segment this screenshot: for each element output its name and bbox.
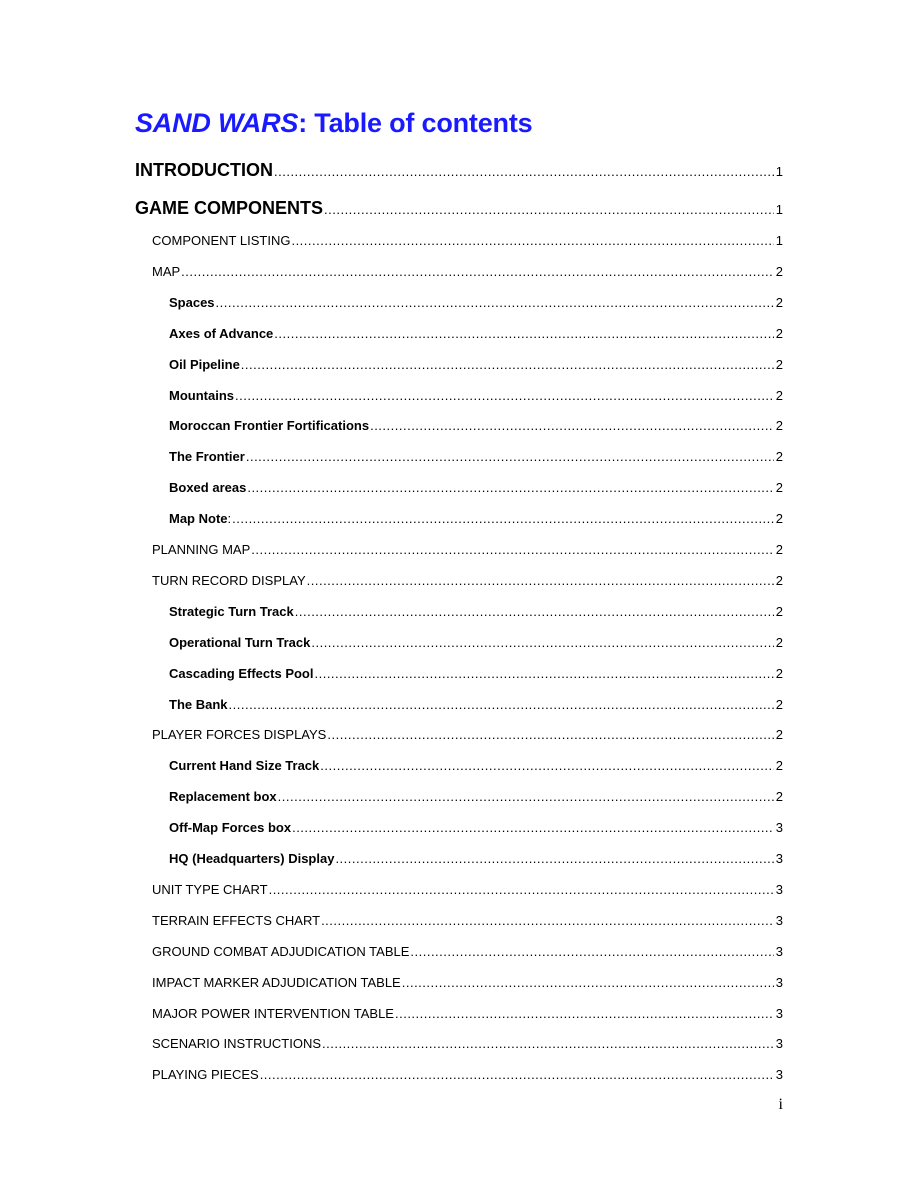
toc-dot-leader bbox=[327, 727, 773, 742]
toc-dot-leader bbox=[320, 758, 773, 773]
toc-entry[interactable] bbox=[169, 418, 783, 436]
toc-entry-page-number: 3 bbox=[775, 851, 783, 866]
toc-entry[interactable] bbox=[169, 449, 783, 467]
toc-entry-page-number: 2 bbox=[775, 264, 783, 279]
toc-entry-label: Operational Turn Track bbox=[169, 635, 311, 650]
toc-entry-label: Mountains bbox=[169, 388, 234, 403]
toc-entry-label: Replacement box bbox=[169, 789, 277, 804]
toc-dot-leader bbox=[295, 604, 774, 619]
toc-dot-leader bbox=[269, 882, 774, 897]
toc-entry-label: TERRAIN EFFECTS CHART bbox=[152, 913, 321, 928]
toc-entry-label: PLANNING MAP bbox=[152, 542, 251, 557]
toc-entry-label: Strategic Turn Track bbox=[169, 604, 294, 619]
toc-entry-page-number: 2 bbox=[775, 511, 783, 526]
toc-entry-page-number: 1 bbox=[775, 164, 783, 179]
toc-entry-label: GAME COMPONENTS bbox=[135, 198, 324, 218]
toc-entry-label: TURN RECORD DISPLAY bbox=[152, 573, 306, 588]
toc-entry[interactable] bbox=[169, 789, 783, 807]
toc-dot-leader bbox=[216, 295, 774, 310]
toc-entry-label: MAJOR POWER INTERVENTION TABLE bbox=[152, 1006, 394, 1021]
toc-entry[interactable] bbox=[169, 511, 783, 529]
toc-dot-leader bbox=[232, 511, 774, 526]
toc-dot-leader bbox=[229, 697, 774, 712]
toc-dot-leader bbox=[335, 851, 773, 866]
toc-dot-leader bbox=[402, 975, 774, 990]
toc-entry-page-number: 2 bbox=[775, 480, 783, 495]
toc-dot-leader bbox=[278, 789, 774, 804]
toc-entry-label: UNIT TYPE CHART bbox=[152, 882, 268, 897]
toc-entry[interactable] bbox=[169, 326, 783, 344]
toc-entry-page-number: 2 bbox=[775, 357, 783, 372]
toc-entry-page-number: 2 bbox=[775, 449, 783, 464]
toc-dot-leader bbox=[395, 1006, 774, 1021]
toc-entry-page-number: 3 bbox=[775, 1006, 783, 1021]
toc-entry-page-number: 2 bbox=[775, 573, 783, 588]
footer-page-number: i bbox=[778, 1096, 783, 1113]
toc-entry-label: MAP bbox=[152, 264, 181, 279]
toc-entry[interactable] bbox=[169, 295, 783, 313]
title-game-name: SAND WARS bbox=[135, 108, 299, 138]
toc-entry[interactable] bbox=[135, 160, 783, 184]
toc-entry-label: PLAYING PIECES bbox=[152, 1067, 259, 1082]
toc-entry-page-number: 3 bbox=[775, 1036, 783, 1051]
toc-entry-page-number: 2 bbox=[775, 326, 783, 341]
toc-entry[interactable] bbox=[169, 758, 783, 776]
title-rest: : Table of contents bbox=[298, 108, 533, 138]
toc-entry[interactable] bbox=[169, 851, 783, 869]
toc-entry[interactable] bbox=[152, 264, 783, 282]
toc-dot-leader bbox=[251, 542, 774, 557]
toc-entry-label: Current Hand Size Track bbox=[169, 758, 320, 773]
toc-entry[interactable] bbox=[152, 727, 783, 745]
toc-dot-leader bbox=[307, 573, 774, 588]
toc-entry-page-number: 3 bbox=[775, 882, 783, 897]
toc-entry-page-number: 2 bbox=[775, 635, 783, 650]
toc-entry[interactable] bbox=[152, 1006, 783, 1024]
toc-entry-page-number: 3 bbox=[775, 944, 783, 959]
toc-entry-page-number: 2 bbox=[775, 789, 783, 804]
toc-dot-leader bbox=[274, 164, 774, 179]
toc-entry-label: Spaces bbox=[169, 295, 215, 310]
toc-entry-label: Oil Pipeline bbox=[169, 357, 240, 372]
toc-dot-leader bbox=[410, 944, 773, 959]
toc-entry-page-number: 2 bbox=[775, 542, 783, 557]
toc-entry[interactable] bbox=[152, 913, 783, 931]
toc-entry[interactable] bbox=[152, 975, 783, 993]
toc-entry-page-number: 3 bbox=[775, 1067, 783, 1082]
toc-entry[interactable] bbox=[152, 573, 783, 591]
page-title bbox=[135, 108, 532, 139]
toc-entry-label: SCENARIO INSTRUCTIONS bbox=[152, 1036, 322, 1051]
toc-entry[interactable] bbox=[169, 388, 783, 406]
toc-entry[interactable] bbox=[169, 604, 783, 622]
toc-entry[interactable] bbox=[152, 1067, 783, 1085]
toc-dot-leader bbox=[292, 820, 774, 835]
toc-entry[interactable] bbox=[169, 820, 783, 838]
toc-dot-leader bbox=[246, 449, 774, 464]
toc-dot-leader bbox=[260, 1067, 774, 1082]
toc-entry-label: The Bank bbox=[169, 697, 228, 712]
toc-entry[interactable] bbox=[169, 357, 783, 375]
toc-entry[interactable] bbox=[152, 233, 783, 251]
toc-entry[interactable] bbox=[152, 944, 783, 962]
toc-entry[interactable] bbox=[152, 1036, 783, 1054]
toc-entry[interactable] bbox=[169, 480, 783, 498]
toc-entry-label: Map Note bbox=[169, 511, 228, 526]
toc-dot-leader bbox=[241, 357, 774, 372]
toc-entry-label: COMPONENT LISTING bbox=[152, 233, 291, 248]
toc-entry-page-number: 3 bbox=[775, 913, 783, 928]
toc-dot-leader bbox=[324, 202, 774, 217]
toc-entry-label: HQ (Headquarters) Display bbox=[169, 851, 335, 866]
toc-entry-page-number: 2 bbox=[775, 727, 783, 742]
toc-entry-label: Axes of Advance bbox=[169, 326, 274, 341]
toc-entry-label: PLAYER FORCES DISPLAYS bbox=[152, 727, 327, 742]
toc-entry-page-number: 2 bbox=[775, 697, 783, 712]
toc-entry-label: Moroccan Frontier Fortifications bbox=[169, 418, 370, 433]
toc-dot-leader bbox=[181, 264, 774, 279]
toc-dot-leader bbox=[235, 388, 774, 403]
toc-dot-leader bbox=[247, 480, 773, 495]
toc-entry[interactable] bbox=[169, 666, 783, 684]
toc-dot-leader bbox=[291, 233, 773, 248]
toc-entry-page-number: 2 bbox=[775, 418, 783, 433]
toc-entry[interactable] bbox=[152, 542, 783, 560]
toc-entry-label: IMPACT MARKER ADJUDICATION TABLE bbox=[152, 975, 401, 990]
toc-entry-label: INTRODUCTION bbox=[135, 160, 273, 180]
toc-entry-label: GROUND COMBAT ADJUDICATION TABLE bbox=[152, 944, 410, 959]
toc-dot-leader bbox=[311, 635, 773, 650]
toc-entry-page-number: 2 bbox=[775, 666, 783, 681]
toc-entry-label: Off-Map Forces box bbox=[169, 820, 292, 835]
toc-dot-leader bbox=[370, 418, 774, 433]
toc-dot-leader bbox=[322, 1036, 774, 1051]
toc-entry-page-number: 3 bbox=[775, 975, 783, 990]
toc-dot-leader bbox=[321, 913, 774, 928]
toc-entry-page-number: 2 bbox=[775, 758, 783, 773]
toc-entry-label-tail: : bbox=[227, 511, 232, 526]
toc-entry-label: Boxed areas bbox=[169, 480, 247, 495]
toc-entry-page-number: 1 bbox=[775, 202, 783, 217]
toc-entry-page-number: 3 bbox=[775, 820, 783, 835]
toc-entry[interactable] bbox=[135, 198, 783, 222]
toc-entry[interactable] bbox=[152, 882, 783, 900]
toc-entry-page-number: 1 bbox=[775, 233, 783, 248]
toc-entry[interactable] bbox=[169, 635, 783, 653]
toc-entry[interactable] bbox=[169, 697, 783, 715]
toc-dot-leader bbox=[274, 326, 773, 341]
toc-dot-leader bbox=[314, 666, 773, 681]
toc-entry-page-number: 2 bbox=[775, 604, 783, 619]
toc-entry-page-number: 2 bbox=[775, 295, 783, 310]
toc-entry-label: The Frontier bbox=[169, 449, 245, 464]
toc-entry-label: Cascading Effects Pool bbox=[169, 666, 314, 681]
toc-entry-page-number: 2 bbox=[775, 388, 783, 403]
